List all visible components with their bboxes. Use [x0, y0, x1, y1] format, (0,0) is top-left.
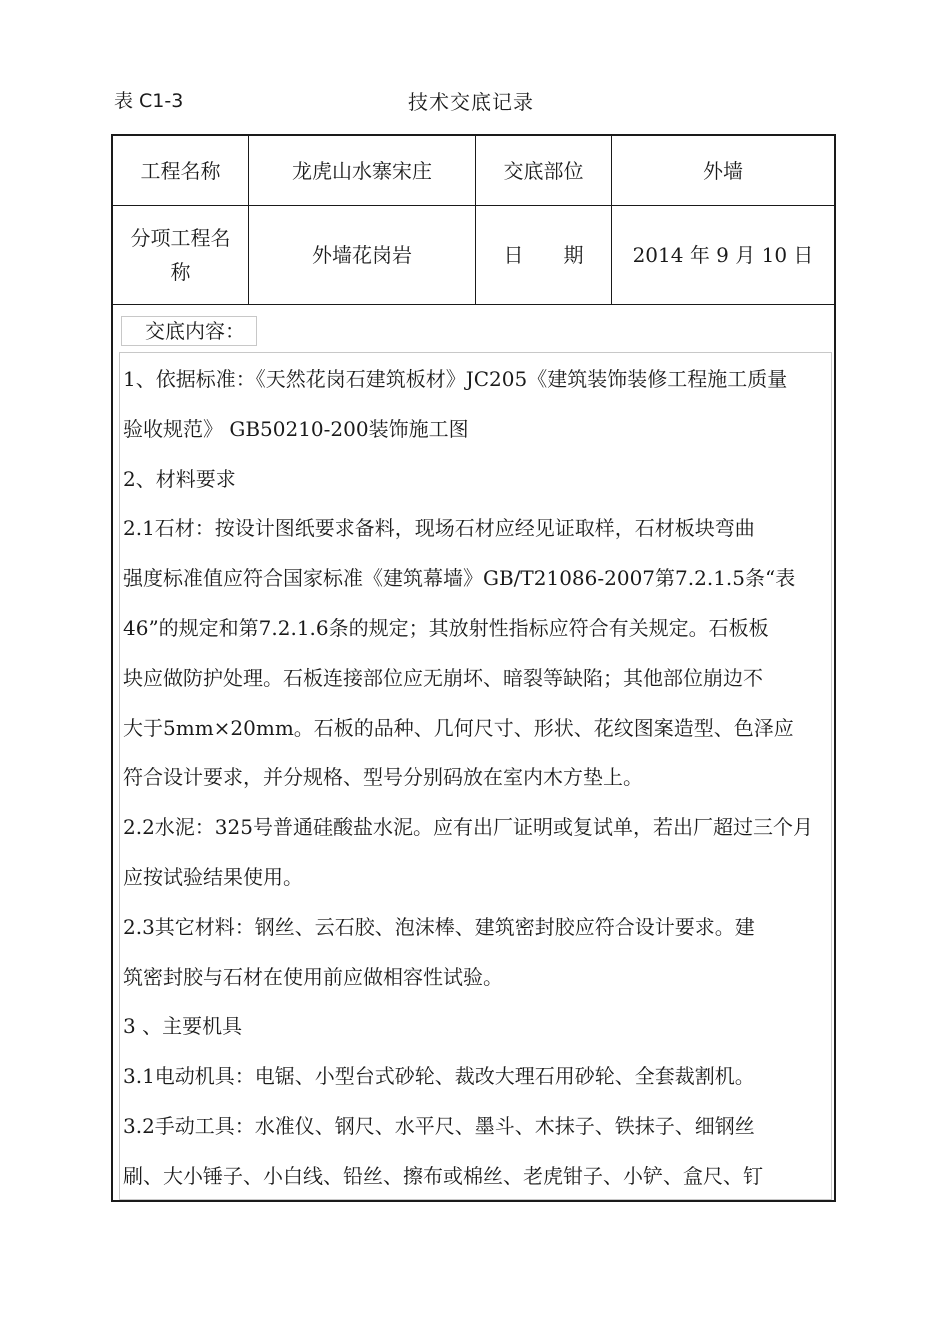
content-line: 1、依据标准：《天然花岗石建筑板材》JC205《建筑装饰装修工程施工质量	[123, 367, 788, 391]
content-line: 3.2手动工具：水准仪、钢尺、水平尺、墨斗、木抹子、铁抹子、细钢丝	[123, 1114, 755, 1138]
handover-part-value: 外墙	[703, 158, 743, 183]
sub-project-value: 外墙花岗岩	[312, 243, 412, 267]
row-divider	[113, 304, 834, 305]
content-line: 2.2水泥：325号普通硅酸盐水泥。应有出厂证明或复试单，若出厂超过三个月	[123, 815, 813, 840]
sub-project-label	[113, 206, 248, 304]
project-name-label: 工程名称	[140, 158, 221, 183]
content-line: 验收规范》 GB50210-200装饰施工图	[123, 416, 469, 441]
content-line: 块应做防护处理。石板连接部位应无崩坏、暗裂等缺陷；其他部位崩边不	[123, 665, 763, 690]
content-line: 3 、主要机具	[123, 1014, 243, 1039]
content-line: 2、材料要求	[123, 466, 236, 491]
sub-project-label-line1: 分项工程名	[130, 226, 231, 250]
sub-project-label-line2: 称	[170, 260, 191, 284]
content-line: 应按试验结果使用。	[123, 865, 303, 889]
content-line: 筑密封胶与石材在使用前应做相容性试验。	[123, 964, 503, 989]
content-line: 2.1石材：按设计图纸要求备料，现场石材应经见证取样，石材板块弯曲	[123, 516, 755, 541]
content-line: 刷、大小锤子、小白线、铅丝、擦布或棉丝、老虎钳子、小铲、盒尺、钉	[123, 1163, 763, 1188]
content-line: 强度标准值应符合国家标准《建筑幕墙》GB/T21086-2007第7.2.1.5条“表	[123, 566, 796, 591]
record-table	[111, 134, 836, 1202]
form-number: 表 C1-3	[114, 90, 184, 112]
content-line: 符合设计要求，并分规格、型号分别码放在室内木方垫上。	[123, 765, 643, 790]
content-line: 大于5mm×20mm。石板的品种、几何尺寸、形状、花纹图案造型、色泽应	[123, 715, 794, 740]
date-label: 日 期	[503, 243, 584, 267]
content-line: 46”的规定和第7.2.1.6条的规定；其放射性指标应符合有关规定。石板板	[123, 616, 769, 640]
document-title: 技术交底记录	[408, 90, 534, 114]
content-line: 3.1电动机具：电锯、小型台式砂轮、裁改大理石用砂轮、全套裁割机。	[123, 1064, 755, 1089]
project-name-value: 龙虎山水寨宋庄	[292, 158, 432, 183]
content-line: 2.3其它材料：钢丝、云石胶、泡沫棒、建筑密封胶应符合设计要求。建	[123, 914, 755, 939]
handover-part-label: 交底部位	[503, 158, 584, 183]
content-label: 交底内容：	[145, 319, 245, 343]
date-value: 2014 年 9 月 10 日	[632, 243, 814, 267]
